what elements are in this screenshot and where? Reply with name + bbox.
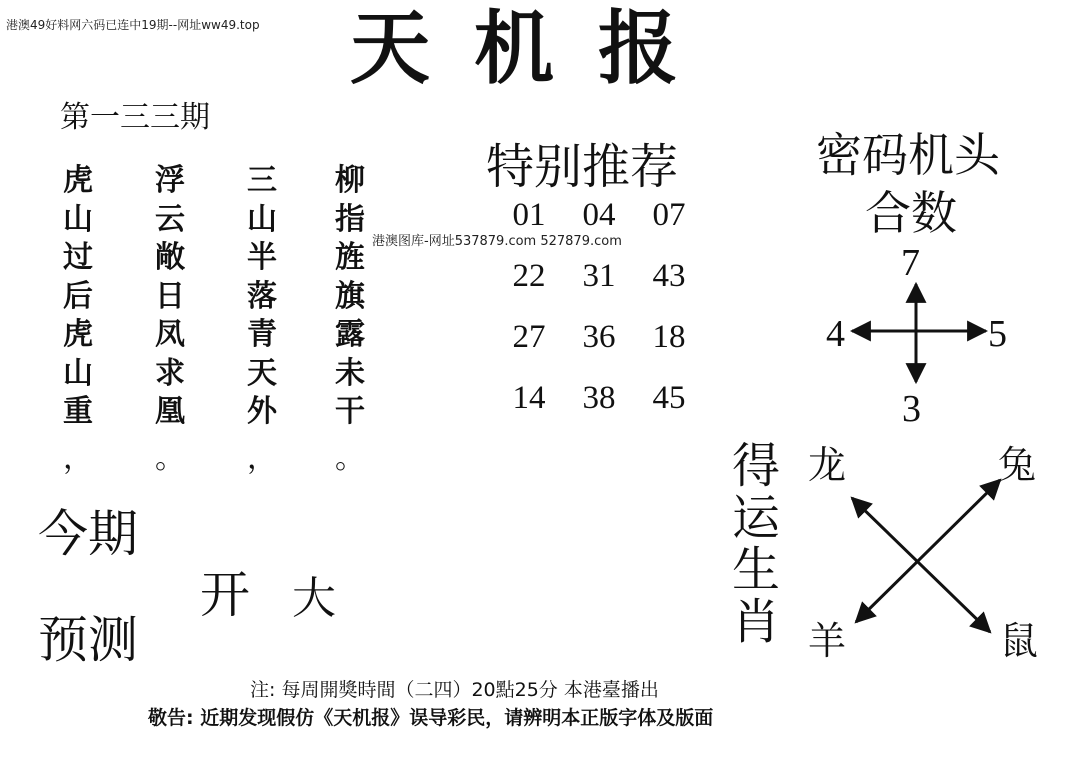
- poem-char: 凤: [155, 317, 185, 352]
- poem-char: 柳: [335, 163, 365, 198]
- zodiac-cross-arrows-icon: [840, 472, 1010, 637]
- compass-bottom-number: 3: [902, 388, 921, 430]
- forecast-line-2: 预测: [38, 611, 138, 669]
- poem-punct: 。: [335, 440, 365, 476]
- top-note: 港澳49好料网六码已连中19期--网址ww49.top: [6, 18, 260, 32]
- recommend-number: 07: [652, 197, 686, 233]
- forecast-word-2: 大: [292, 573, 336, 624]
- recommend-number: 45: [652, 380, 686, 416]
- lucky-label-char: 运: [731, 490, 780, 546]
- poem-char: 虎: [63, 163, 93, 198]
- poem-char: 未: [335, 355, 365, 391]
- zodiac-top-left: 龙: [808, 443, 847, 487]
- zodiac-bottom-left: 羊: [808, 619, 847, 663]
- password-title: 密码机头: [816, 128, 1000, 182]
- poem-column-4: [330, 162, 370, 478]
- poem-char: 山: [247, 201, 277, 237]
- recommend-number: 27: [512, 319, 546, 355]
- recommend-number: 36: [582, 319, 616, 355]
- lucky-zodiac-label: [726, 440, 786, 648]
- poem-punct: 。: [155, 440, 185, 476]
- poem-char: 三: [247, 163, 277, 198]
- poem-char: 浮: [155, 163, 185, 198]
- recommend-number: 18: [652, 319, 686, 355]
- poem-char: 后: [63, 278, 93, 314]
- poem-column-1: [58, 162, 98, 478]
- poem-char: 日: [155, 278, 185, 314]
- recommend-number: 04: [582, 197, 616, 233]
- poem-char: 山: [63, 355, 93, 391]
- poem-char: 半: [247, 240, 277, 275]
- lucky-label-char: 肖: [731, 594, 780, 650]
- poem-char: 落: [247, 278, 277, 314]
- poem-char: 过: [63, 240, 93, 275]
- recommend-number: 22: [512, 258, 546, 294]
- poem-char: 虎: [63, 317, 93, 352]
- poem-char: 重: [63, 394, 93, 429]
- forecast-word-1: 开: [200, 566, 250, 624]
- forecast-line-1: 今期: [38, 505, 138, 563]
- compass-cross-icon: [840, 276, 1000, 396]
- poem-punct: ，: [247, 440, 277, 476]
- zodiac-top-right: 兔: [998, 443, 1037, 487]
- compass-top-number: 7: [901, 242, 920, 284]
- compass-left-number: 4: [826, 313, 845, 355]
- footer-warning: 敬告: 近期发现假仿《天机报》误导彩民，请辨明本正版字体及版面: [148, 707, 714, 729]
- poem-char: 旌: [335, 240, 365, 275]
- footer-schedule-note: 注: 每周開獎時間（二四）20點25分 本港臺播出: [250, 679, 659, 701]
- poem-char: 露: [335, 317, 365, 352]
- zodiac-bottom-right: 鼠: [1000, 619, 1039, 663]
- poem-char: 指: [335, 201, 365, 237]
- poem-char: 云: [155, 201, 185, 237]
- recommend-number: 31: [582, 258, 616, 294]
- watermark-text: 港澳图库-网址537879.com 527879.com: [372, 234, 622, 249]
- poem-char: 外: [247, 394, 277, 429]
- poem-punct: ，: [63, 440, 93, 476]
- recommend-title: 特别推荐: [486, 139, 679, 195]
- poem-char: 天: [247, 355, 277, 391]
- poem-char: 求: [155, 355, 185, 391]
- password-subtitle: 合数: [865, 186, 957, 240]
- compass-right-number: 5: [988, 313, 1007, 355]
- lucky-label-char: 生: [731, 542, 780, 598]
- poem-char: 敞: [155, 240, 185, 275]
- masthead-title: 天机报: [350, 1, 722, 95]
- poem-column-2: [150, 162, 190, 478]
- recommend-number: 14: [512, 380, 546, 416]
- poem-column-3: [242, 162, 282, 478]
- poem-char: 青: [247, 317, 277, 352]
- recommend-number: 01: [512, 197, 546, 233]
- poem-char: 凰: [155, 394, 185, 429]
- issue-number: 第一三三期: [60, 100, 210, 135]
- recommend-number: 43: [652, 258, 686, 294]
- recommend-number: 38: [582, 380, 616, 416]
- lucky-label-char: 得: [731, 438, 780, 494]
- poem-char: 山: [63, 201, 93, 237]
- poem-char: 旗: [335, 278, 365, 314]
- poem-char: 干: [335, 394, 365, 429]
